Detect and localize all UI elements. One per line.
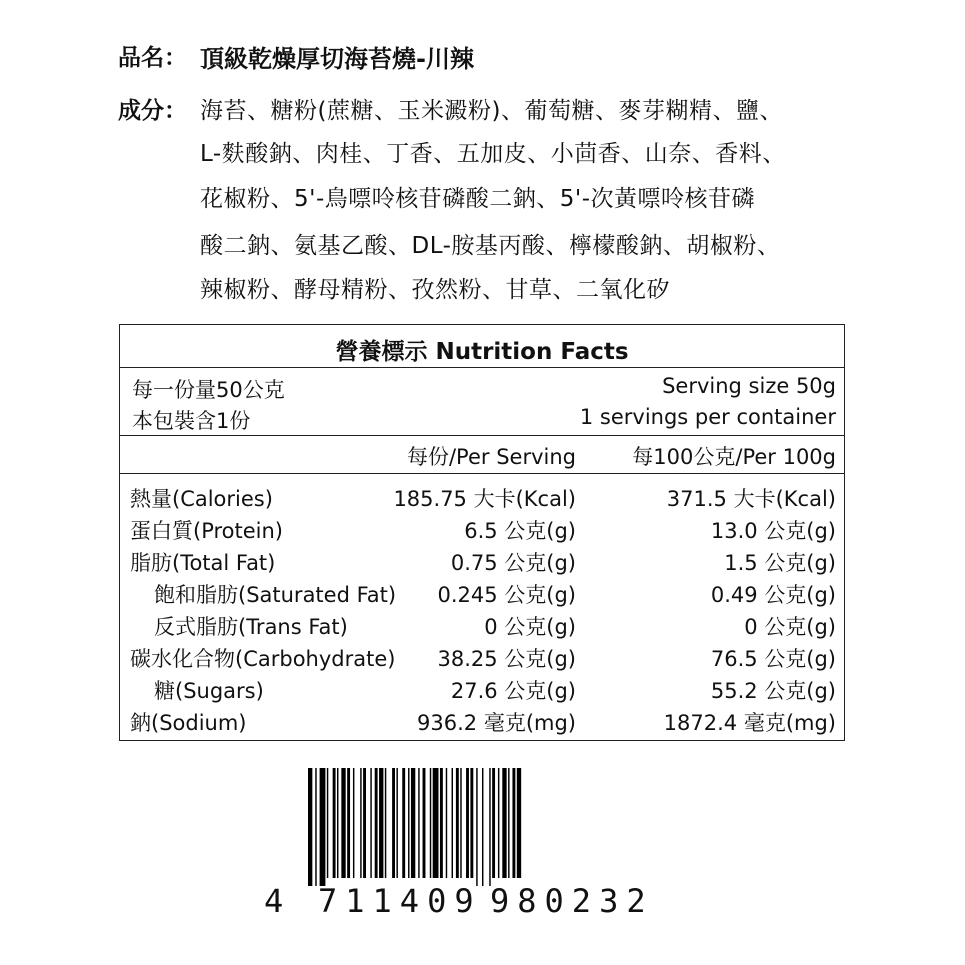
nutrient-per-100g: 1872.4 毫克(mg) [663, 711, 836, 735]
ingredients-line: L-麩酸鈉、肉桂、丁香、五加皮、小茴香、山奈、香料、 [200, 141, 786, 167]
ingredients-line: 辣椒粉、酵母精粉、孜然粉、甘草、二氧化矽 [200, 277, 670, 303]
nutrient-name: 鈉(Sodium) [130, 711, 247, 735]
barcode-bar [470, 768, 473, 878]
nutrient-per-100g: 0 公克(g) [744, 615, 836, 639]
nutrient-per-serving: 27.6 公克(g) [450, 679, 576, 703]
barcode-bar [489, 768, 490, 886]
nutrient-per-serving: 0.245 公克(g) [437, 583, 576, 607]
nutrient-per-serving: 0.75 公克(g) [450, 551, 576, 575]
barcode-bar [508, 768, 509, 878]
barcode-bar [337, 768, 338, 878]
serving-size-en: Serving size 50g [662, 374, 836, 398]
barcode-bar [327, 768, 328, 878]
barcode-bar [492, 768, 495, 878]
barcode-bar [320, 768, 326, 886]
column-header-per-100g: 每100公克/Per 100g [632, 445, 836, 469]
nutrient-per-100g: 13.0 公克(g) [710, 519, 836, 543]
nutrient-per-serving: 38.25 公克(g) [437, 647, 576, 671]
nutrient-per-serving: 0 公克(g) [484, 615, 576, 639]
product-name: 頂級乾燥厚切海苔燒-川辣 [200, 45, 474, 73]
nutrient-name: 飽和脂肪(Saturated Fat) [154, 583, 397, 607]
barcode-bar [460, 768, 461, 878]
barcode-bar [353, 768, 354, 878]
barcode-bar [517, 768, 521, 878]
barcode-left-digits: 711409 [318, 882, 482, 920]
barcode-bar [411, 768, 415, 878]
nutrition-title: 營養標示 Nutrition Facts [335, 339, 629, 365]
nutrient-per-100g: 371.5 大卡(Kcal) [666, 487, 836, 511]
nutrient-per-serving: 6.5 公克(g) [464, 519, 576, 543]
barcode-bar [476, 768, 477, 886]
barcode-bar [440, 768, 443, 878]
barcode-bar [360, 768, 361, 878]
barcode-bar [498, 768, 499, 878]
barcode-bar [363, 768, 366, 878]
barcode-bar [392, 768, 395, 878]
servings-container-en: 1 servings per container [579, 405, 836, 429]
barcode-bar [456, 768, 459, 878]
ingredients-line: 海苔、糖粉(蔗糖、玉米澱粉)、葡萄糖、麥芽糊精、鹽、 [200, 98, 783, 124]
barcode-bar [375, 768, 378, 878]
barcode-bar [333, 768, 336, 878]
barcode-bar [347, 768, 350, 878]
nutrient-name: 碳水化合物(Carbohydrate) [130, 647, 396, 671]
nutrient-name: 糖(Sugars) [154, 679, 264, 703]
nutrient-per-100g: 0.49 公克(g) [710, 583, 836, 607]
barcode-bar [418, 768, 419, 878]
barcode-right-digits: 980232 [490, 882, 654, 920]
barcode-bar [396, 768, 397, 878]
barcode-bar [385, 768, 386, 878]
nutrient-name: 蛋白質(Protein) [130, 519, 283, 543]
serving-size-cn: 每一份量50公克 [132, 378, 285, 402]
barcode-bar [423, 768, 426, 878]
ingredients-line: 花椒粉、5'-鳥嘌呤核苷磷酸二鈉、5'-次黃嘌呤核苷磷 [200, 186, 756, 212]
nutrient-name: 熱量(Calories) [130, 487, 273, 511]
nutrient-per-100g: 1.5 公克(g) [724, 551, 836, 575]
barcode-bar [379, 768, 383, 878]
barcode-bar [402, 768, 405, 878]
barcode-bar [433, 768, 439, 878]
ingredients-line: 酸二鈉、氨基乙酸、DL-胺基丙酸、檸檬酸鈉、胡椒粉、 [200, 233, 781, 259]
nutrient-name: 反式脂肪(Trans Fat) [154, 615, 348, 639]
nutrient-per-serving: 936.2 毫克(mg) [417, 711, 576, 735]
product-name-label: 品名： [118, 45, 187, 71]
nutrient-per-100g: 55.2 公克(g) [710, 679, 836, 703]
servings-container-cn: 本包裝含1份 [132, 409, 251, 433]
nutrition-facts-table [119, 324, 845, 741]
barcode-bar [341, 768, 345, 878]
ingredients-label: 成分： [118, 98, 187, 124]
barcode-bar [308, 768, 312, 886]
barcode-bar [408, 768, 409, 878]
barcode-bar [452, 768, 453, 878]
barcode-image [300, 768, 665, 886]
barcode-bar [446, 768, 447, 878]
divider [120, 435, 844, 436]
nutrient-per-serving: 185.75 大卡(Kcal) [393, 487, 576, 511]
barcode-bar [502, 768, 506, 878]
column-header-per-serving: 每份/Per Serving [406, 445, 576, 469]
nutrient-per-100g: 76.5 公克(g) [710, 647, 836, 671]
barcode-bar [430, 768, 431, 878]
nutrient-name: 脂肪(Total Fat) [130, 551, 276, 575]
divider [120, 473, 844, 474]
barcode-bar [512, 768, 515, 878]
divider [120, 367, 844, 368]
barcode-first-digit: 4 [264, 882, 292, 920]
barcode-bar [370, 768, 371, 878]
barcode-bar [466, 768, 469, 878]
barcode-bar [315, 768, 316, 886]
barcode-bar [482, 768, 483, 886]
